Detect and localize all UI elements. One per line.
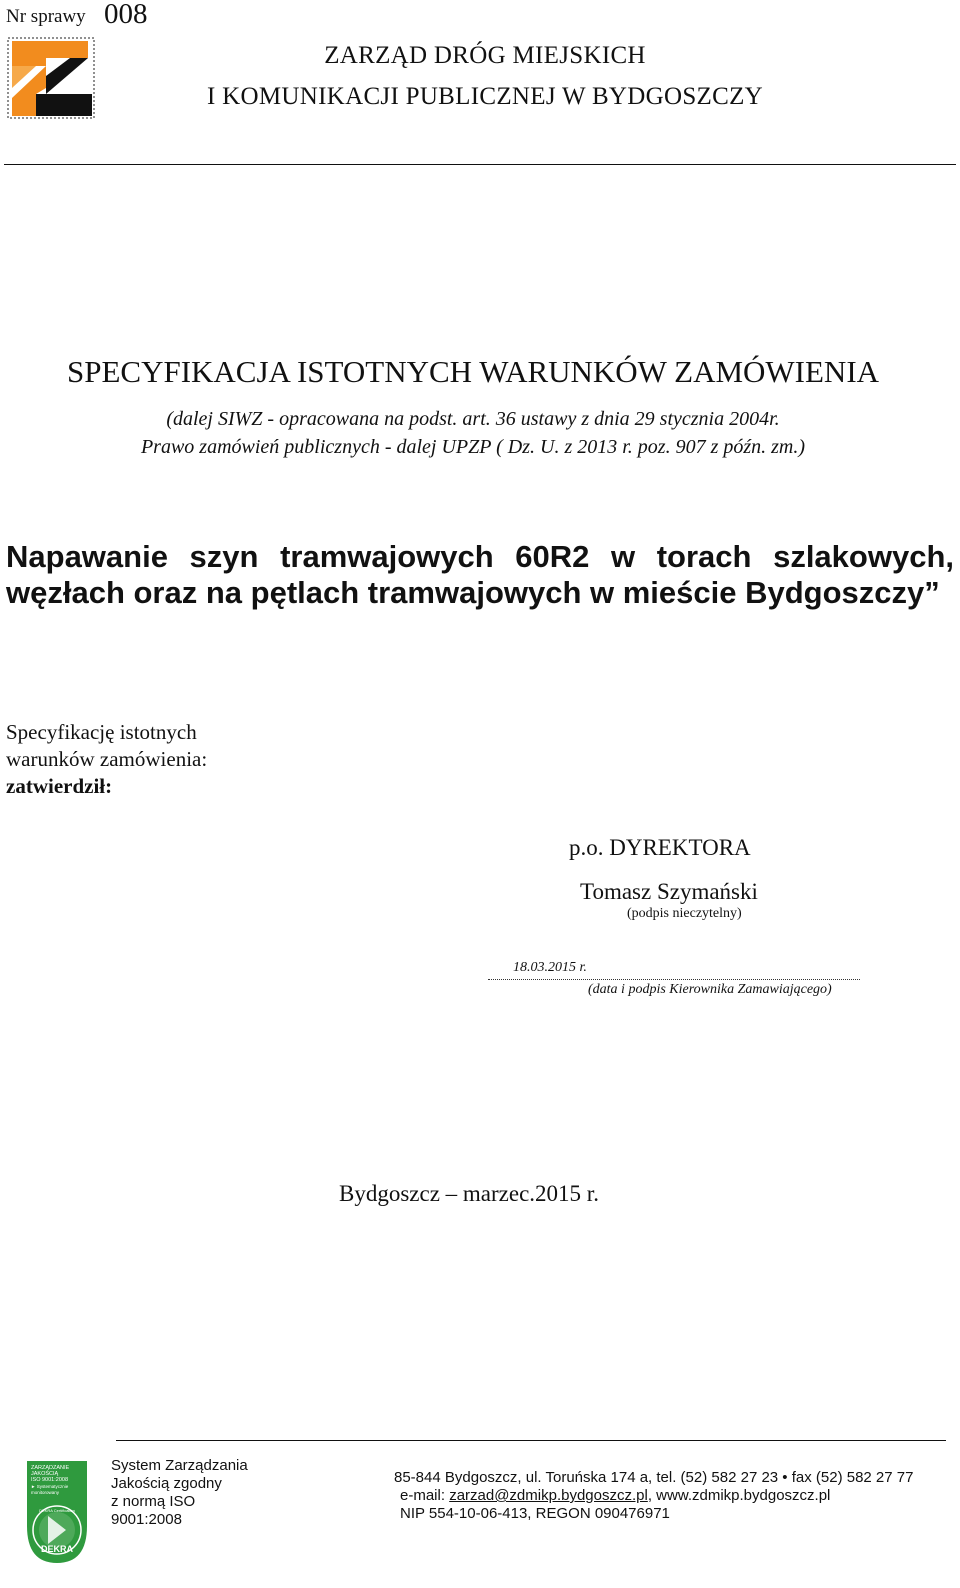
footer-registry: NIP 554-10-06-413, REGON 090476971 <box>400 1505 670 1522</box>
qms-line-1: System Zarządzania <box>111 1457 248 1474</box>
footer-divider <box>116 1440 946 1441</box>
approval-label-line-3: zatwierdził: <box>6 774 113 798</box>
legal-basis-line-2: Prawo zamówień publicznych - dalej UPZP ( Dz. U. z 2013 r. poz. 907 z późn. zm.) <box>140 436 806 458</box>
place-and-date: Bydgoszcz – marzec.2015 r. <box>339 1181 599 1206</box>
contract-subject-line-1: Napawanie szyn tramwajowych 60R2 w torach szlakowych, <box>6 539 954 574</box>
header-divider <box>4 164 956 165</box>
approval-label-line-2: warunków zamówienia: <box>6 747 208 771</box>
contract-subject-line-2: węzłach oraz na pętlach tramwajowych w mieście Bydgoszczy” <box>6 575 940 610</box>
approval-date: 18.03.2015 r. <box>513 960 587 975</box>
badge-text-line-3: ISO 9001:2008 <box>31 1477 69 1483</box>
document-title: SPECYFIKACJA ISTOTNYCH WARUNKÓW ZAMÓWIENIA <box>66 354 880 389</box>
badge-text-line-5: monitorowany <box>31 1490 60 1495</box>
badge-text-line-1: ZARZĄDZANIE <box>31 1465 70 1471</box>
case-number-label: Nr sprawy <box>6 6 86 27</box>
legal-basis-line-1: (dalej SIWZ - opracowana na podst. art. 36 ustawy z dnia 29 stycznia 2004r. <box>166 408 780 430</box>
footer-address: 85-844 Bydgoszcz, ul. Toruńska 174 a, tel. (52) 582 27 23 • fax (52) 582 27 77 <box>394 1469 914 1486</box>
signature-note: (podpis nieczytelny) <box>627 906 742 921</box>
organization-name-line-2: I KOMUNIKACJI PUBLICZNEJ W BYDGOSZCZY <box>206 83 764 110</box>
footer-contact <box>400 1487 830 1504</box>
approval-label-line-1: Specyfikację istotnych <box>6 720 197 744</box>
date-signature-caption: (data i podpis Kierownika Zamawiającego) <box>588 982 832 997</box>
website-text: , www.zdmikp.bydgoszcz.pl <box>647 1487 831 1504</box>
case-number-value: 008 <box>104 0 148 30</box>
qms-line-4: 9001:2008 <box>111 1511 182 1528</box>
email-link[interactable]: zarzad@zdmikp.bydgoszcz.pl <box>449 1487 648 1504</box>
badge-brand-text: DEKRA <box>40 1544 74 1554</box>
director-name: Tomasz Szymański <box>580 879 758 904</box>
dekra-iso-certificate-icon <box>26 1460 88 1564</box>
organization-name-line-1: ZARZĄD DRÓG MIEJSKICH <box>324 42 646 69</box>
director-role: p.o. DYREKTORA <box>569 835 751 860</box>
badge-ring-text: DEKRA Certification <box>39 1508 75 1513</box>
badge-text-line-2: JAKOŚCIĄ <box>31 1471 59 1477</box>
badge-text-line-4: ► Systematycznie <box>31 1484 69 1489</box>
signature-dotted-line <box>488 979 860 980</box>
qms-line-3: z normą ISO <box>111 1493 196 1510</box>
email-prefix: e-mail: <box>400 1487 450 1504</box>
qms-line-2: Jakością zgodny <box>111 1475 222 1492</box>
